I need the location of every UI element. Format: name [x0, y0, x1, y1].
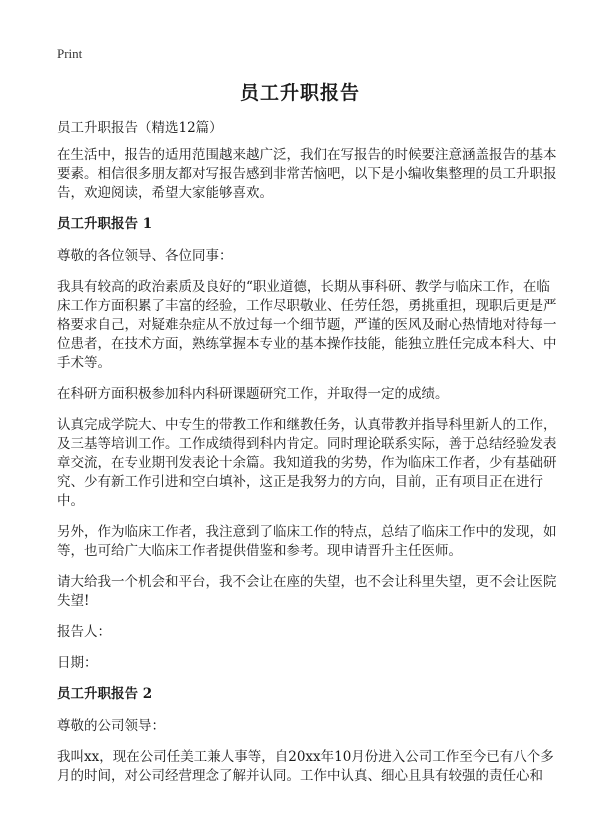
- body-paragraph: 在科研方面积极参加科内科研课题研究工作，并取得一定的成绩。: [57, 386, 449, 402]
- salutation: 尊敬的各位领导、各位同事：: [57, 248, 233, 264]
- document-title: 员工升职报告: [239, 82, 360, 104]
- body-paragraph: 我叫xx，现在公司任美工兼人事等，自20xx年10月份进入公司工作至今已有八个多月的时间，对公司经营理念了解并认同。工作中认真、细心且具有较强的责任心和: [57, 749, 554, 784]
- body-paragraph: 另外，作为临床工作者，我注意到了临床工作的特点，总结了临床工作中的发现，如等，也可给广大临床工作者提供借鉴和参考。现申请晋升主任医师。: [57, 524, 557, 559]
- document-body: [57, 119, 557, 798]
- print-link[interactable]: Print: [57, 46, 83, 61]
- salutation: 尊敬的公司领导：: [57, 718, 165, 734]
- intro-paragraph: 在生活中，报告的适用范围越来越广泛，我们在写报告的时候要注意涵盖报告的基本要素。相信很多朋友都对写报告感到非常苦恼吧，以下是小编收集整理的员工升职报告，欢迎阅读，希望大家能够喜欢。: [57, 147, 557, 201]
- document-subtitle: 员工升职报告（精选12篇）: [57, 120, 223, 136]
- body-paragraph: 认真完成学院大、中专生的带教工作和继教任务，认真带教并指导科里新人的工作，及三基等培训工作。工作成绩得到科内肯定。同时理论联系实际，善于总结经验发表章交流，在专业期刊发表论十余篇。我知道我的劣势，作为临床工作者，少有基础研究、少有新工作引进和空白填补，这正是我努力的方向，目前，正有项目正在进行中。: [57, 417, 557, 509]
- section-heading: 员工升职报告 1: [57, 216, 153, 232]
- reporter-line: 报告人：: [57, 624, 111, 640]
- body-paragraph: 我具有较高的政治素质及良好的“职业道德，长期从事科研、教学与临床工作，在临床工作方面积累了丰富的经验，工作尽职敬业、任劳任怨，勇挑重担，现职后更是严格要求自己，对疑难杂症从不放过每一个细节题，严谨的医风及耐心热情地对待每一位患者，在技术方面，熟练掌握本专业的基本操作技能，能独立胜任完成本科大、中手术等。: [57, 279, 557, 371]
- section-heading: 员工升职报告 2: [57, 686, 153, 702]
- date-line: 日期：: [57, 655, 98, 671]
- body-paragraph: 请大给我一个机会和平台，我不会让在座的失望，也不会让科里失望，更不会让医院失望!: [57, 574, 557, 609]
